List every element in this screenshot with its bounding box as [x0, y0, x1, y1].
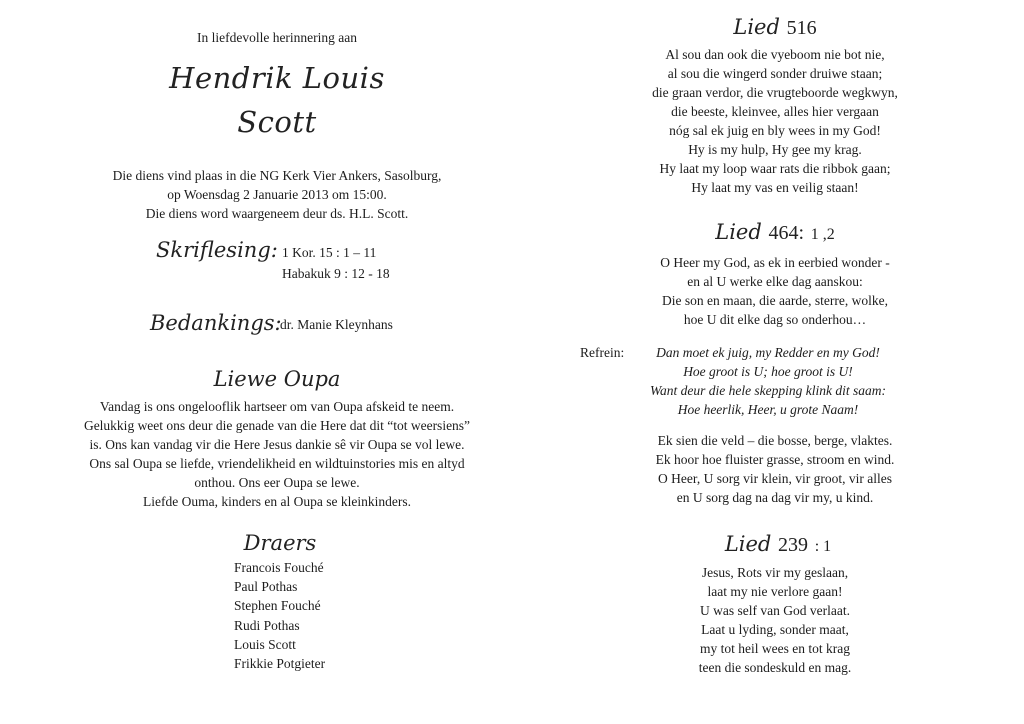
lied-464-verse2	[656, 431, 895, 507]
lied-verses: 1 ,2	[810, 226, 835, 243]
hymn-line: Hy laat my loop waar rats die ribbok gaan;	[659, 161, 891, 176]
deceased-name-line1: Hendrik Louis	[169, 61, 385, 95]
tribute-line: Gelukkig weet ons deur die genade van die Here dat dit “tot weersiens”	[83, 418, 471, 433]
lied-239-heading	[725, 529, 831, 562]
hymn-line: en al U werke elke dag aanskou:	[687, 274, 863, 289]
tribute-line: Liefde Ouma, kinders en al Oupa se kleinkinders.	[142, 494, 412, 509]
hymn-line: laat my nie verlore gaan!	[707, 584, 843, 599]
hymn-line: Hy laat my vas en veilig staan!	[691, 180, 859, 195]
lied-verses: : 1	[814, 538, 832, 555]
lied-label: Lied	[724, 532, 772, 556]
refrein-label: Refrein:	[580, 345, 625, 360]
hymn-line: Die son en maan, die aarde, sterre, wolke,	[661, 293, 889, 308]
hymn-line: Hy is my hulp, Hy gee my krag.	[688, 142, 862, 157]
intro-text: In liefdevolle herinnering aan	[196, 30, 358, 45]
draers-list	[234, 558, 325, 673]
hymn-line: Laat u lyding, sonder maat,	[701, 622, 849, 637]
lied-label: Lied	[715, 220, 762, 244]
hymn-line: my tot heil wees en tot krag	[700, 641, 850, 656]
hymn-line: en U sorg dag na dag vir my, u kind.	[676, 490, 874, 505]
lied-464-text	[660, 253, 889, 329]
hymn-line: die graan verdor, die vrugteboorde wegkwyn,	[652, 85, 898, 100]
lied-label: Lied	[733, 15, 780, 39]
lied-number: 239	[778, 534, 809, 556]
refrein-line: Hoe heerlik, Heer, u grote Naam!	[677, 402, 859, 417]
deceased-name-line2: Scott	[237, 105, 317, 139]
skriflesing-heading: Skriflesing:	[156, 238, 278, 262]
hymn-line: U was self van God verlaat.	[700, 603, 850, 618]
liewe-oupa-text	[84, 397, 470, 511]
hymn-line: hoe U dit elke dag so onderhou…	[683, 312, 867, 327]
service-line: Die diens word waargeneem deur ds. H.L. Scott.	[145, 206, 409, 221]
refrein-line: Dan moet ek juig, my Redder en my God!	[656, 345, 880, 360]
draer-name: Paul Pothas	[234, 579, 298, 595]
refrein-line: Hoe groot is U; hoe groot is U!	[683, 364, 853, 379]
skriflesing-reading-1: 1 Kor. 15 : 1 – 11	[282, 245, 377, 260]
hymn-line: Ek hoor hoe fluister grasse, stroom en wind.	[655, 452, 895, 467]
hymn-line: Ek sien die veld – die bosse, berge, vlaktes.	[657, 433, 893, 448]
liewe-oupa-heading: Liewe Oupa	[213, 367, 341, 391]
bedankings-heading: Bedankings:	[150, 311, 282, 335]
service-line: Die diens vind plaas in die NG Kerk Vier Ankers, Sasolburg,	[112, 168, 442, 183]
lied-516-heading	[733, 12, 816, 43]
draer-name: Louis Scott	[234, 636, 296, 652]
draer-name: Frikkie Potgieter	[234, 656, 326, 672]
draer-name: Stephen Fouché	[234, 598, 321, 614]
lied-number: 464:	[768, 222, 805, 244]
service-details	[113, 166, 442, 223]
hymn-line: Jesus, Rots vir my geslaan,	[701, 565, 849, 580]
skriflesing-reading-2: Habakuk 9 : 12 - 18	[282, 266, 390, 281]
draer-name: Francois Fouché	[234, 560, 324, 575]
hymn-line: al sou die wingerd sonder druiwe staan;	[667, 66, 883, 81]
refrein-text	[650, 343, 886, 419]
tribute-line: Vandag is ons ongelooflik hartseer om van Oupa afskeid te neem.	[99, 399, 455, 414]
hymn-line: teen die sondeskuld en mag.	[698, 660, 852, 675]
service-line: op Woensdag 2 Januarie 2013 om 15:00.	[167, 187, 387, 202]
hymn-line: O Heer, U sorg vir klein, vir groot, vir alles	[658, 471, 892, 486]
lied-number: 516	[786, 17, 817, 39]
tribute-line: Ons sal Oupa se liefde, vriendelikheid en wildtuinstories mis en altyd	[89, 456, 465, 471]
lied-516-text	[652, 45, 898, 197]
hymn-line: nóg sal ek juig en bly wees in my God!	[669, 123, 881, 138]
lied-239-text	[699, 563, 852, 677]
tribute-line: onthou. Ons eer Oupa se lewe.	[194, 475, 360, 490]
bedankings-name: dr. Manie Kleynhans	[280, 317, 393, 332]
hymn-line: Al sou dan ook die vyeboom nie bot nie,	[665, 47, 885, 62]
tribute-line: is. Ons kan vandag vir die Here Jesus dankie sê vir Oupa se vol lewe.	[89, 437, 465, 452]
draers-heading: Draers	[243, 531, 317, 555]
hymn-line: die beeste, kleinvee, alles hier vergaan	[671, 104, 879, 119]
lied-464-heading	[715, 217, 834, 250]
draer-name: Rudi Pothas	[234, 617, 300, 633]
refrein-line: Want deur die hele skepping klink dit saam:	[649, 383, 887, 398]
hymn-line: O Heer my God, as ek in eerbied wonder -	[660, 255, 890, 270]
